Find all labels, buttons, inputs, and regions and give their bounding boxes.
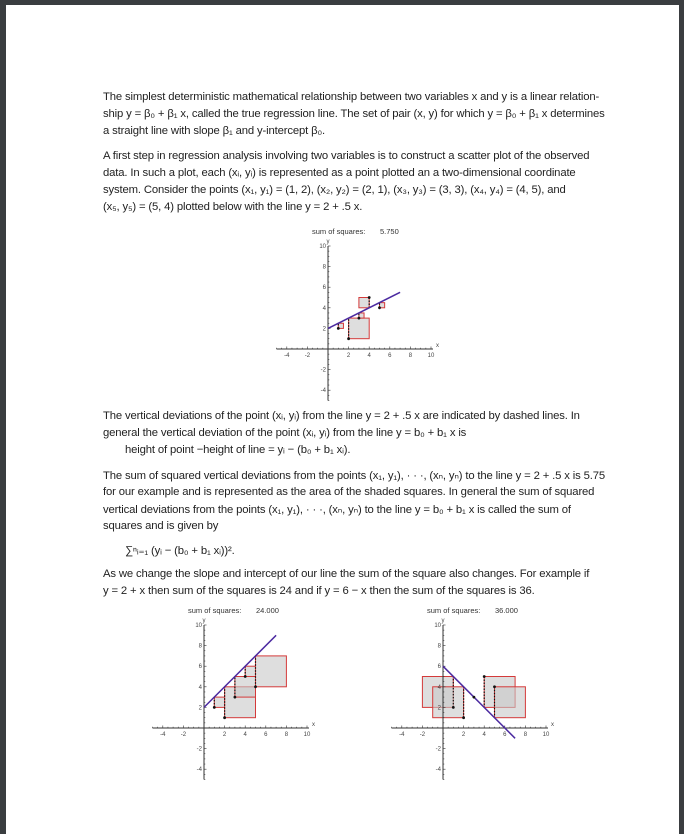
residual-square [256,656,287,687]
plot-title: sum of squares: [188,606,242,615]
text-line: vertical deviations from the points (x₁, y₁), · · ·, (xₙ, yₙ) to the line y = b₀ + b₁ x is called the sum of [103,504,571,516]
plot-title-value: 36.000 [495,606,518,615]
y-tick-label: -4 [435,767,441,774]
x-tick-label: 6 [503,732,507,738]
y-tick-label: 2 [322,326,326,333]
x-tick-label: -4 [160,732,166,738]
data-point [358,317,361,320]
plot-slope-one [146,602,346,792]
y-tick-label: 2 [437,705,441,712]
y-tick-label: 10 [195,623,202,629]
x-tick-label: 4 [367,353,371,359]
text-line: The vertical deviations of the point (xᵢ, yᵢ) from the line y = 2 + .5 x are indicated by dashed lines. In [103,410,580,422]
residual-square [495,687,526,718]
plot-title-value: 24.000 [256,606,279,615]
data-point [378,306,381,309]
data-point [462,716,465,719]
y-tick-label: -4 [196,767,202,774]
text-line: height of point −height of line = yᵢ − (b₀ + b₁ xᵢ). [125,444,351,456]
text-line: ship y = β₀ + β₁ x, called the true regression line. The set of pair (x, y) for which y = β₀ + β₁ x determines [103,108,605,120]
y-tick-label: 6 [198,664,202,671]
y-tick-label: 8 [198,643,202,650]
data-point [452,706,455,709]
data-point [254,685,257,688]
residual-square [433,684,464,718]
text-line: As we change the slope and intercept of our line the sum of the square also changes. For example if [103,568,590,580]
x-tick-label: 2 [346,353,351,359]
plot-linear-half [270,223,470,413]
y-tick-label: 4 [198,684,202,691]
residual-square [349,318,370,339]
x-tick-label: -2 [304,353,311,359]
text-line: squares and is given by [103,520,219,532]
x-tick-label: 10 [303,732,311,738]
y-tick-label: 4 [437,684,441,691]
data-point [368,296,371,299]
x-tick-label: 8 [523,732,528,738]
text-line: A first step in regression analysis involving two variables is to construct a scatter plot of the observed [103,150,590,162]
data-point [213,706,216,709]
x-axis-label: x [551,722,554,728]
y-tick-label: -4 [320,388,326,395]
x-tick-label: 6 [388,353,392,359]
y-tick-label: 6 [322,285,326,292]
residual-square [359,298,369,308]
y-axis-label: y [202,618,206,624]
plot-title: sum of squares: [312,227,366,236]
y-tick-label: 6 [437,664,441,671]
y-tick-label: 10 [434,623,441,629]
plot-slope-neg-one [385,602,585,792]
sum-formula: ∑ⁿᵢ₌₁ (yᵢ − (b₀ + b₁ xᵢ))². [125,545,235,557]
text-line: general the vertical deviation of the point (xᵢ, yᵢ) from the line y = b₀ + b₁ x is [103,427,467,439]
x-tick-label: 2 [222,732,227,738]
text-line: y = 2 + x then sum of the squares is 24 and if y = 6 − x then the sum of the squares is 36. [103,585,535,597]
x-axis-label: x [436,343,439,349]
residual-square [214,697,224,707]
text-line: system. Consider the points (x₁, y₁) = (1, 2), (x₂, y₂) = (2, 1), (x₃, y₃) = (3, 3), (x₄, y₄) = (4, 5), and [103,184,566,196]
y-axis-label: y [441,618,445,624]
plot-title-value: 5.750 [380,227,399,236]
document-page [6,5,679,834]
y-tick-label: 10 [319,244,326,250]
data-point [244,675,247,678]
text-line: for our example and is represented as the area of the shaded squares. In general the sum of squared [103,486,595,498]
y-tick-label: -2 [435,746,441,753]
x-tick-label: -4 [284,353,290,359]
text-line: (x₅, y₅) = (5, 4) plotted below with the line y = 2 + .5 x. [103,201,363,213]
data-point [337,327,340,330]
x-tick-label: 4 [482,732,486,738]
text-line: The simplest deterministic mathematical relationship between two variables x and y is a linear relation- [103,91,600,103]
x-tick-label: -4 [399,732,405,738]
y-tick-label: 8 [437,643,441,650]
data-point [483,675,486,678]
data-point [223,716,226,719]
x-tick-label: -2 [419,732,426,738]
data-point [493,685,496,688]
y-tick-label: -2 [196,746,202,753]
y-tick-label: 2 [198,705,202,712]
y-tick-label: 4 [322,305,326,312]
residual-square [245,666,255,676]
text-line: a straight line with slope β₁ and y-intercept β₀. [103,125,325,137]
x-tick-label: 8 [284,732,289,738]
data-point [234,696,237,699]
x-tick-label: 6 [264,732,268,738]
x-tick-label: 2 [461,732,466,738]
plot-title: sum of squares: [427,606,481,615]
x-tick-label: -2 [180,732,187,738]
data-point [473,696,476,699]
x-tick-label: 4 [243,732,247,738]
x-tick-label: 8 [408,353,413,359]
y-axis-label: y [326,239,330,245]
x-tick-label: 10 [542,732,550,738]
y-tick-label: 8 [322,264,326,271]
text-line: The sum of squared vertical deviations from the points (x₁, y₁), · · ·, (xₙ, yₙ) to the line y = 2 + .5 x is 5.75 [103,470,605,482]
data-point [347,337,350,340]
text-line: data. In such a plot, each (xᵢ, yᵢ) is represented as a point plotted an a two-dimensional coordinate [103,167,576,179]
x-axis-label: x [312,722,315,728]
y-tick-label: -2 [320,367,326,374]
x-tick-label: 10 [427,353,435,359]
residual-square [235,677,256,698]
